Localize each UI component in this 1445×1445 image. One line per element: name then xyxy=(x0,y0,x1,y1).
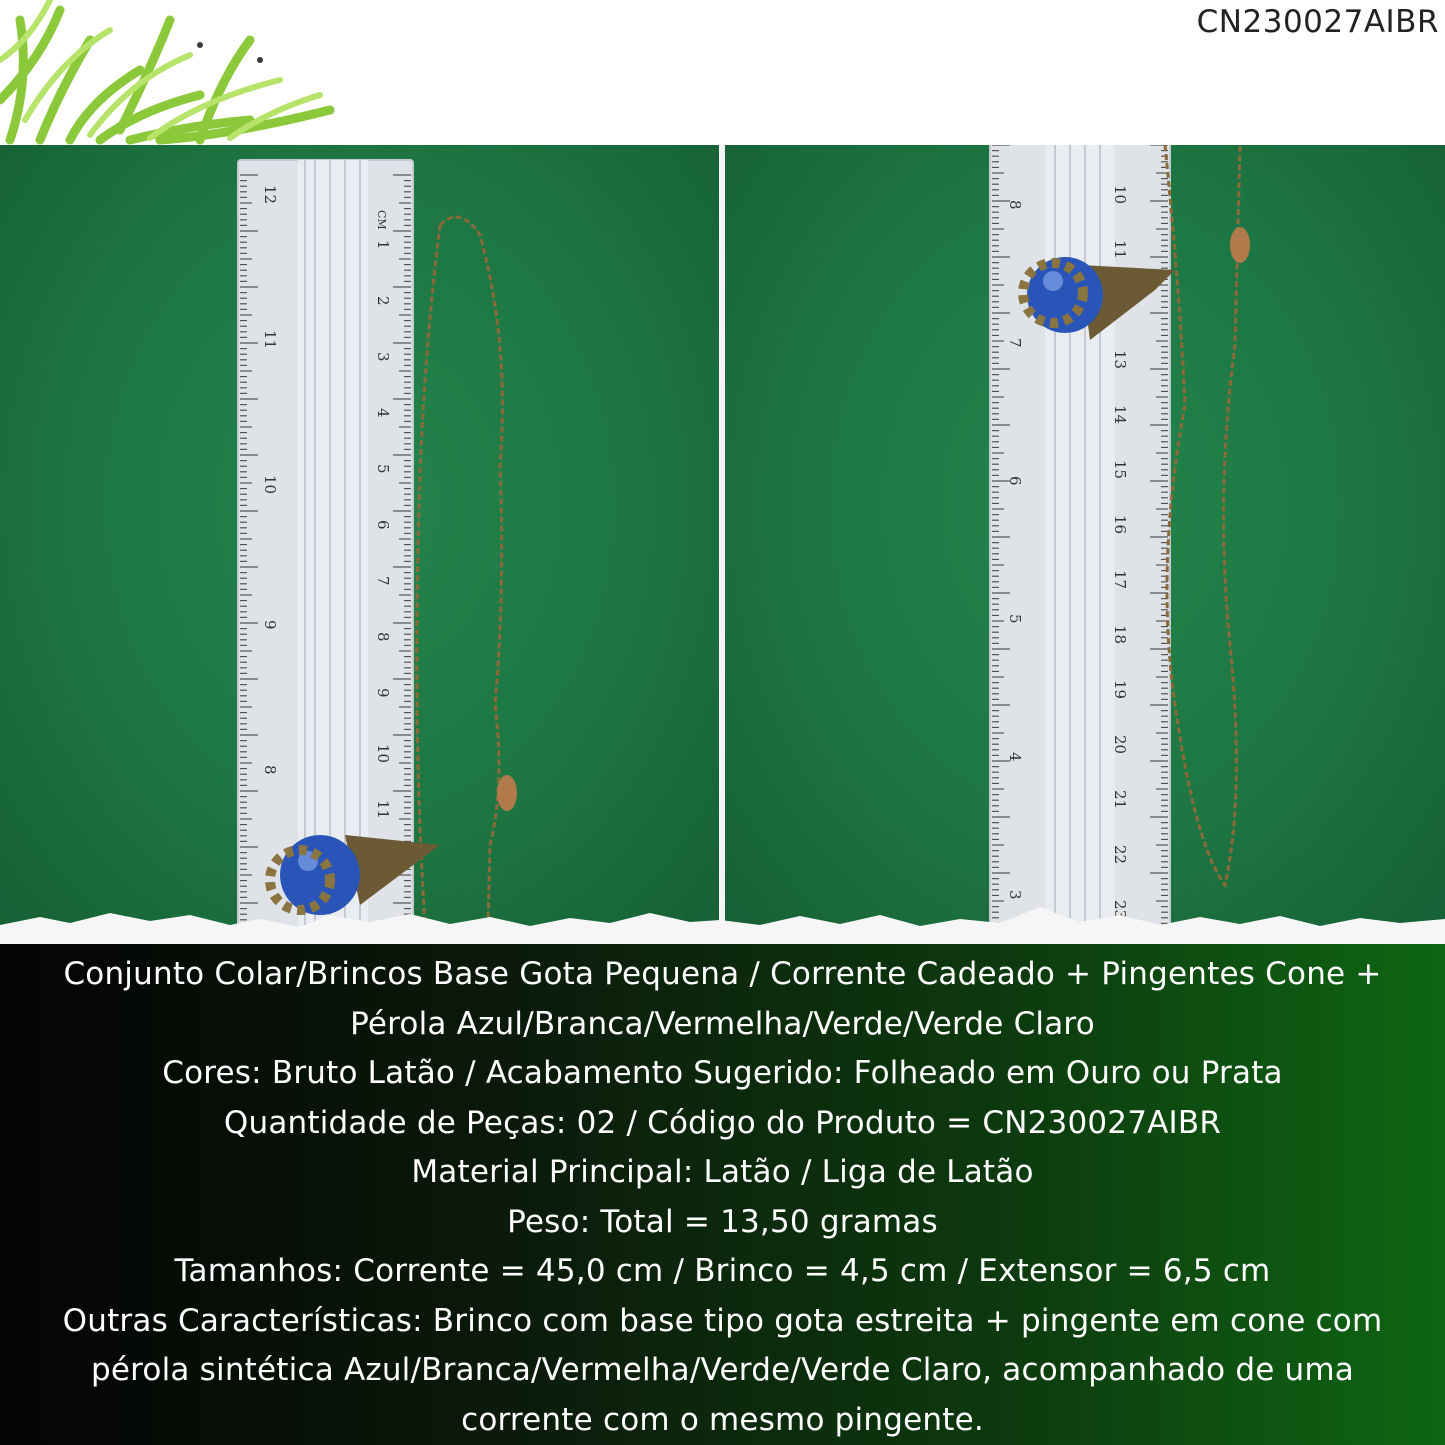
ruler-cm-number-19: 19 xyxy=(1111,680,1129,700)
ruler-cm-number-2: 2 xyxy=(374,296,392,306)
ruler-inch-number-9: 9 xyxy=(261,620,279,630)
ruler-inch-number-12: 12 xyxy=(261,185,279,205)
description-line-1: Conjunto Colar/Brincos Base Gota Pequena / Corrente Cadeado + Pingentes Cone + xyxy=(63,956,1382,992)
ruler-inch-number-8: 8 xyxy=(261,765,279,775)
ruler-cm-number-10: 10 xyxy=(374,744,392,764)
ruler-cm-number-13: 13 xyxy=(1111,350,1129,370)
ruler-inch-number-4: 4 xyxy=(1006,752,1024,762)
header-band xyxy=(0,0,1445,145)
ruler-cm-number-6: 6 xyxy=(374,520,392,530)
ruler-cm-number-8: 8 xyxy=(374,632,392,642)
ruler-cm-number-4: 4 xyxy=(374,408,392,418)
weight-line: Peso: Total = 13,50 gramas xyxy=(507,1203,938,1240)
colors-line: Cores: Bruto Latão / Acabamento Sugerido: Folheado em Ouro ou Prata xyxy=(162,1055,1283,1091)
product-code-label: CN230027AIBR xyxy=(1196,4,1439,40)
other-features-line-3: corrente com o mesmo pingente. xyxy=(461,1401,984,1438)
ruler-cm-number-16: 16 xyxy=(1111,515,1129,535)
material-line: Material Principal: Latão / Liga de Latão xyxy=(411,1154,1034,1190)
ruler-unit-label: CM xyxy=(375,210,388,230)
ruler-cm-number-23: 23 xyxy=(1111,900,1129,920)
ruler-cm-number-1: 1 xyxy=(374,240,392,250)
ruler-cm-number-22: 22 xyxy=(1111,845,1129,865)
ruler-inch-number-8: 8 xyxy=(1006,200,1024,210)
ruler-icon xyxy=(238,160,413,945)
plant-leaves-icon xyxy=(0,0,345,145)
ruler-cm-number-11: 11 xyxy=(374,800,392,820)
brand-tag-icon xyxy=(497,775,517,811)
torn-paper-edge xyxy=(0,895,1445,950)
sizes-line: Tamanhos: Corrente = 45,0 cm / Brinco = 4,5 cm / Extensor = 6,5 cm xyxy=(174,1253,1271,1289)
ruler-inch-number-11: 11 xyxy=(261,330,279,350)
ruler-cm-number-17: 17 xyxy=(1111,570,1129,590)
chain-icon xyxy=(417,217,503,925)
ruler-cm-number-15: 15 xyxy=(1111,460,1129,480)
ruler-cm-number-7: 7 xyxy=(374,576,392,586)
ruler-inch-number-5: 5 xyxy=(1006,614,1024,624)
ruler-inch-number-7: 7 xyxy=(1006,338,1024,348)
product-description-panel xyxy=(0,944,1445,1445)
ruler-cm-number-14: 14 xyxy=(1111,405,1129,425)
ruler-cm-number-3: 3 xyxy=(374,352,392,362)
ruler-cm-number-9: 9 xyxy=(374,688,392,698)
ruler-and-pendant-photo xyxy=(725,145,1445,945)
ruler-cm-number-5: 5 xyxy=(374,464,392,474)
chain-icon xyxy=(1165,145,1240,885)
other-features-line-1: Outras Características: Brinco com base tipo gota estreita + pingente em cone com xyxy=(62,1302,1383,1339)
description-line-2: Pérola Azul/Branca/Vermelha/Verde/Verde Claro xyxy=(350,1005,1095,1042)
ruler-cm-number-20: 20 xyxy=(1111,735,1129,755)
ruler-and-necklace-photo xyxy=(0,145,719,945)
ruler-inch-number-10: 10 xyxy=(261,475,279,495)
ruler-cm-number-18: 18 xyxy=(1111,625,1129,645)
ruler-cm-number-21: 21 xyxy=(1111,790,1129,810)
brand-tag-icon xyxy=(1230,227,1250,263)
ruler-cm-number-11: 11 xyxy=(1111,240,1129,260)
other-features-line-2: pérola sintética Azul/Branca/Vermelha/Verde/Verde Claro, acompanhado de uma xyxy=(91,1352,1354,1388)
quantity-code-line: Quantidade de Peças: 02 / Código do Produto = CN230027AIBR xyxy=(223,1104,1222,1141)
ruler-cm-number-10: 10 xyxy=(1111,185,1129,205)
ruler-inch-number-3: 3 xyxy=(1006,890,1024,900)
ruler-inch-number-6: 6 xyxy=(1006,476,1024,486)
